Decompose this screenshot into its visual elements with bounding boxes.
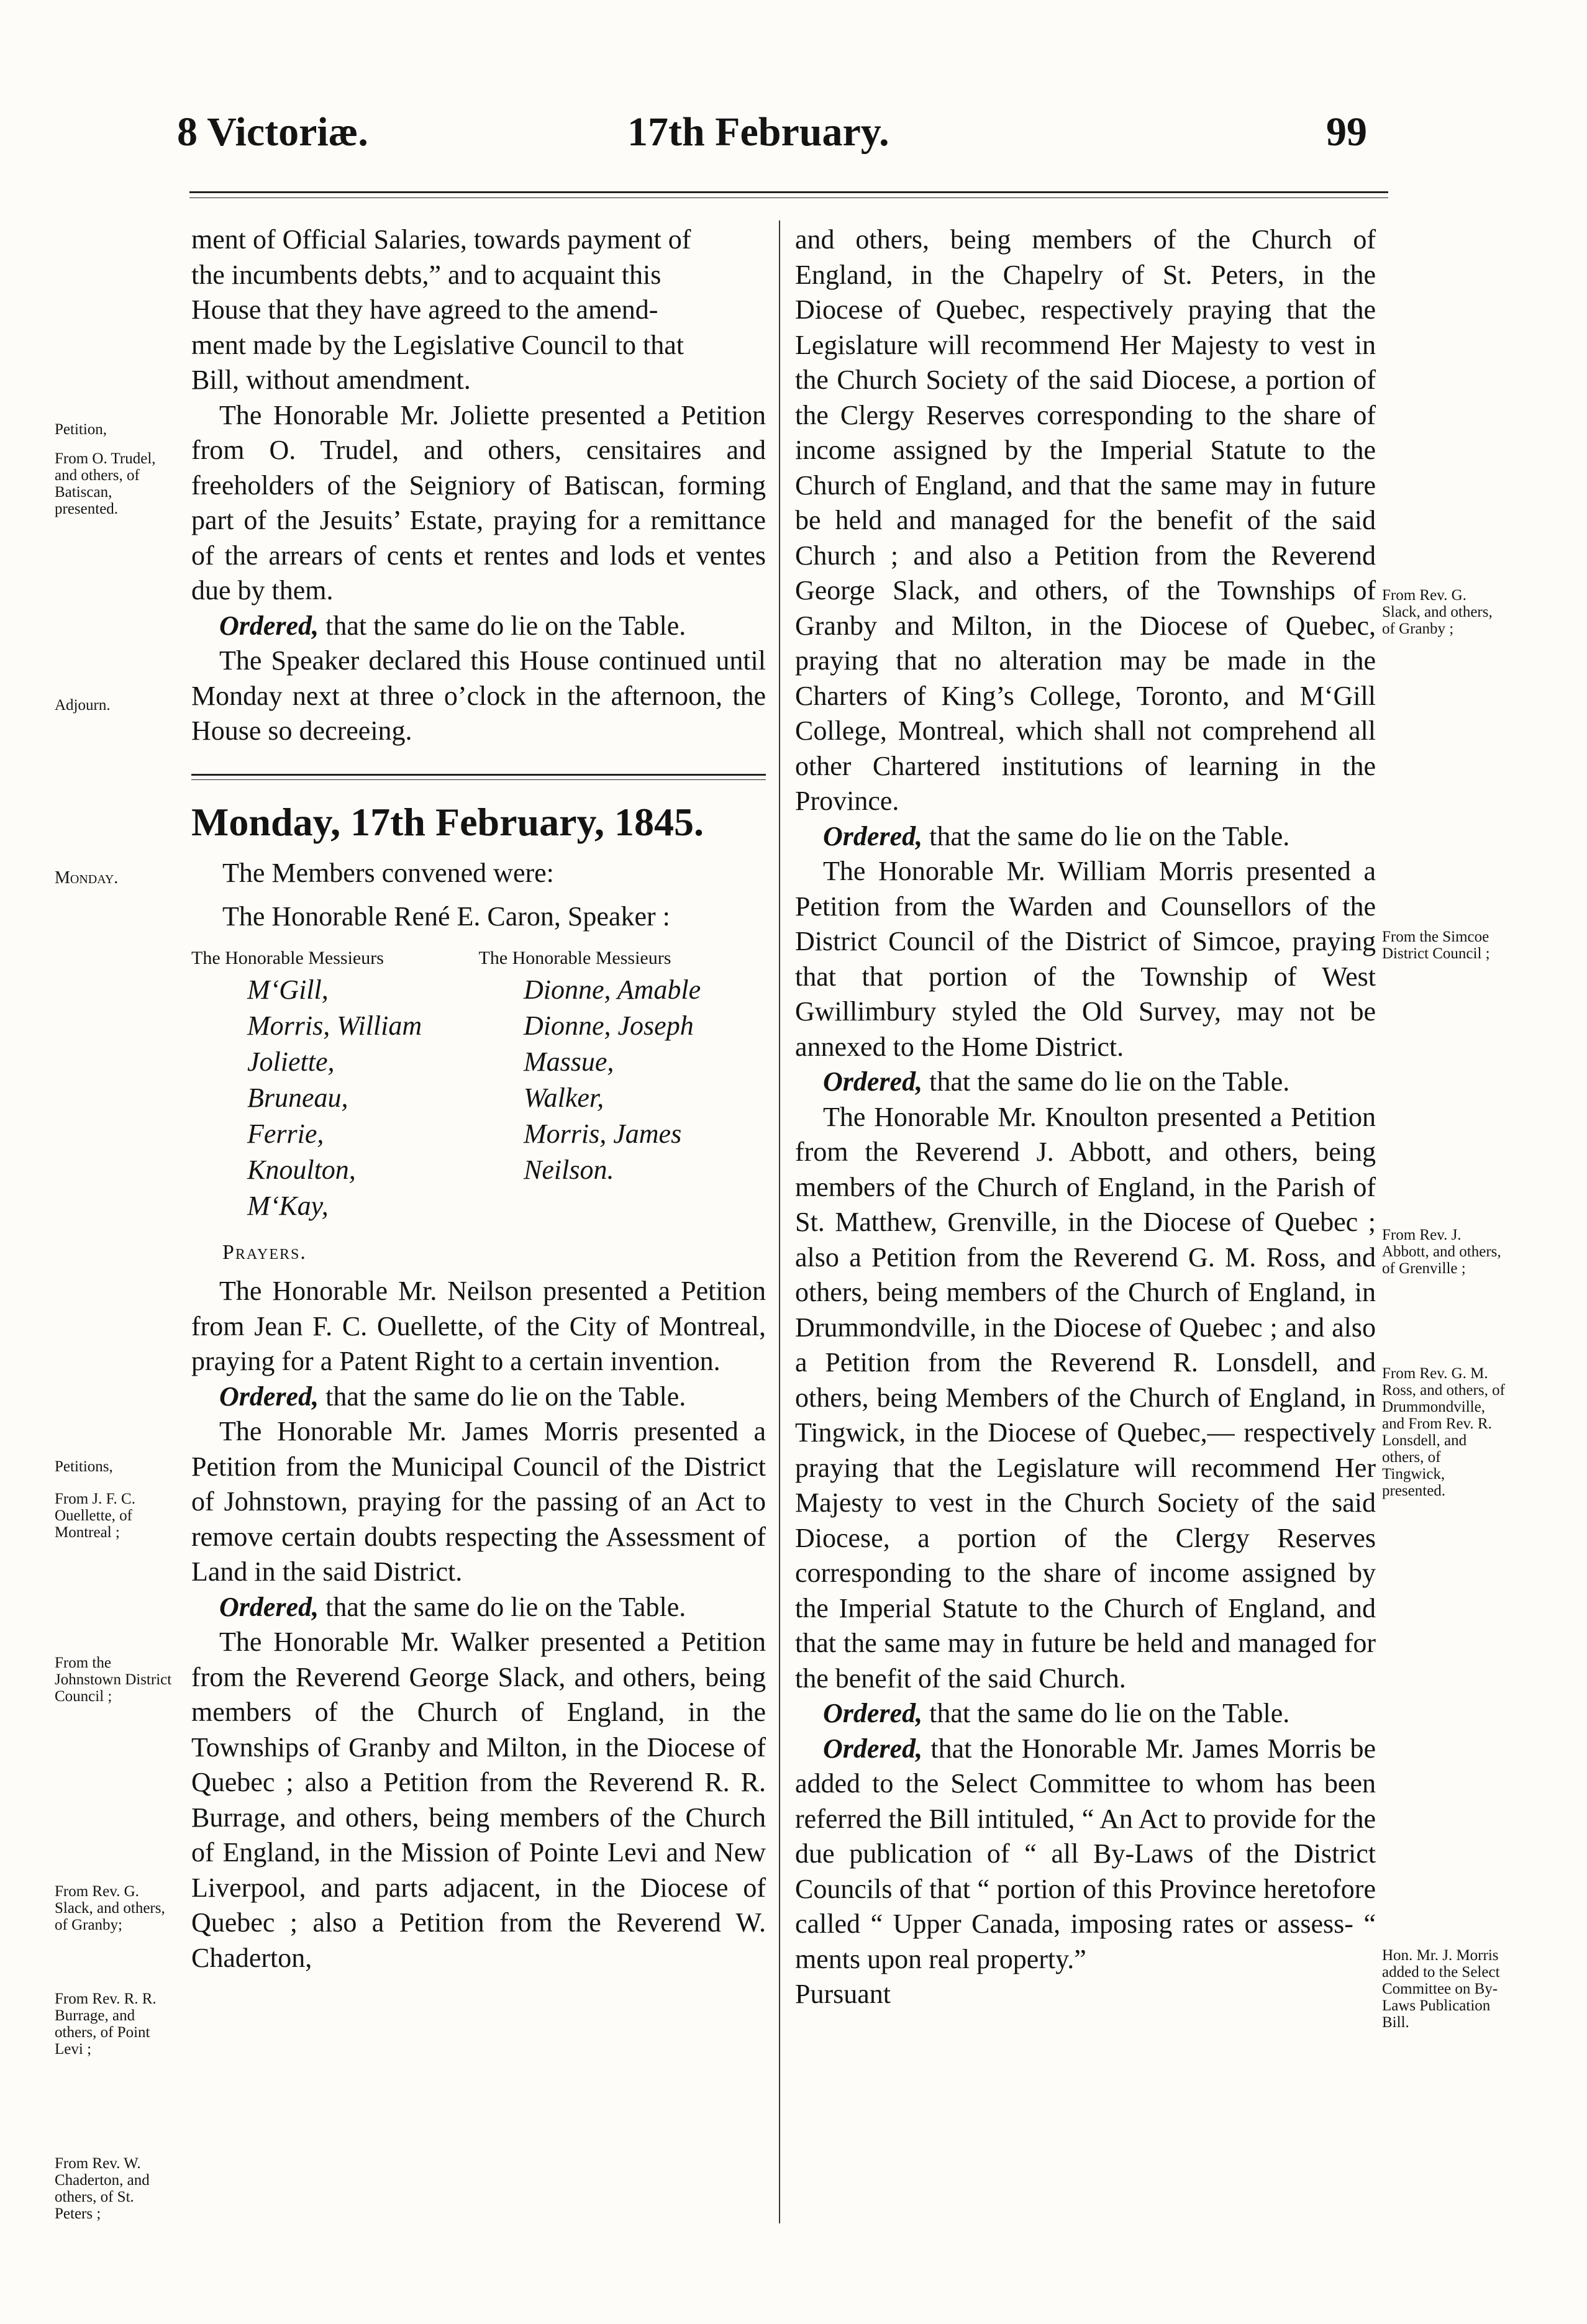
margin-note-ouellette: From J. F. C. Ouellette, of Montreal ; [55,1491,135,1541]
margin-note-simcoe: From the Simcoe District Council ; [1382,928,1490,962]
column-divider [779,220,780,2223]
catchword: Pursuant [795,1979,891,2009]
member-name: Bruneau, [247,1082,348,1113]
members-left-column [191,972,489,1224]
member-name: Joliette, [247,1046,335,1077]
margin-note-burrage: From Rev. R. R. Burrage, and others, of Point Levi ; [55,1990,157,2058]
ordered-word: Ordered, [823,820,923,851]
members-list-header [191,945,766,972]
ordered-text: that the same do lie on the Table. [325,610,686,641]
left-column [191,222,766,1976]
ordered-word: Ordered, [219,1381,319,1412]
ordered-text: that the same do lie on the Table. [325,1381,686,1412]
member-name: M‘Gill, [247,974,329,1005]
section-rule [191,774,766,776]
members-right-column [489,972,766,1224]
margin-note-trudel: From O. Trudel, and others, of Batiscan, presented. [55,450,156,517]
paragraph-james-morris-petition: The Honorable Mr. James Morris presented a Petition from the Municipal Council of the District of Johnstown, praying for the passing of an Act to remove certain doubts respecting the Assessment of Land in the said District. [191,1416,766,1587]
ordered-word: Ordered, [823,1733,923,1764]
member-name: Dionne, Joseph [524,1010,694,1041]
paragraph-william-morris-petition: The Honorable Mr. William Morris presented a Petition from the Warden and Counsellors of the District Council of the District of Simcoe, praying that that portion of the Township of West Gwillimbury styled the Old Survey, may not be annexed to the Home District. [795,856,1376,1062]
paragraph-neilson-petition: The Honorable Mr. Neilson presented a Petition from Jean F. C. Ouellette, of the City of Montreal, praying for a Patent Right to a certain invention. [191,1276,766,1376]
margin-note-ross-lonsdell: From Rev. G. M. Ross, and others, of Drummondville, and From Rev. R. Lonsdell, and others, of Tingwick, presented. [1382,1365,1505,1499]
member-name: Neilson. [524,1154,614,1185]
paragraph-walker-petition: The Honorable Mr. Walker presented a Petition from the Reverend George Slack, and others, being members of the Church of England, in the Townships of Granby and Milton, in the Diocese of Quebec ; also a Petition from the Reverend R. R. Burrage, and others, being members of the Church of England, in the Mission of Pointe Levi and New Liverpool, and parts adjacent, in the Diocese of Quebec ; also a Petition from the Reverend W. Chaderton, [191,1627,766,1973]
member-name: Walker, [524,1082,604,1113]
paragraph-adjournment: The Speaker declared this House continued until Monday next at three o’clock in the afternoon, the House so decreeing. [191,645,766,746]
text-line: House that they have agreed to the amend- [191,294,658,325]
text-line: Bill, without amendment. [191,365,471,395]
running-header [0,109,1587,165]
text-line: the incumbents debts,” and to acquaint this [191,259,662,290]
margin-note-abbott: From Rev. J. Abbott, and others, of Grenville ; [1382,1227,1501,1277]
margin-note-johnstown: From the Johnstown District Council ; [55,1654,172,1705]
ordered-word: Ordered, [823,1066,923,1097]
prayers-heading: Prayers. [222,1240,307,1264]
ordered-text: that the same do lie on the Table. [325,1591,686,1622]
member-name: Ferrie, [247,1118,324,1149]
ordered-line [795,1064,1376,1100]
member-name: Morris, William [247,1010,422,1041]
margin-note-adjourn: Adjourn. [55,697,111,714]
text-line: ment made by the Legislative Council to that [191,329,684,360]
member-name: Knoulton, [247,1154,356,1185]
margin-note-petition: Petition, [55,421,107,438]
member-name: Dionne, Amable [524,974,701,1005]
page-date: 17th February. [627,109,889,155]
ordered-text: that the same do lie on the Table. [929,820,1290,851]
margin-note-petitions: Petitions, [55,1458,113,1475]
member-name: Massue, [524,1046,614,1077]
header-rule [189,191,1388,193]
text-line: ment of Official Salaries, towards payment of [191,224,691,255]
margin-note-slack-left: From Rev. G. Slack, and others, of Granby; [55,1883,165,1933]
ordered-word: Ordered, [823,1698,923,1728]
ordered-text: that the same do lie on the Table. [929,1066,1290,1097]
regnal-year: 8 Victoriæ. [177,109,368,155]
members-list [191,972,766,1224]
messieurs-right-label: The Honorable Messieurs [478,947,671,968]
margin-note-monday: Monday. [55,868,119,887]
ordered-text: that the same do lie on the Table. [929,1698,1290,1728]
day-heading: Monday, 17th February, 1845. [191,799,704,844]
ordered-committee-line [795,1732,1376,1977]
ordered-line [191,1590,766,1625]
ordered-line [795,819,1376,855]
ordered-word: Ordered, [219,610,319,641]
member-name: Morris, James [524,1118,682,1149]
margin-note-slack-right: From Rev. G. Slack, and others, of Granby ; [1382,587,1493,637]
members-convened: The Members convened were: [222,857,554,888]
margin-note-morris-added: Hon. Mr. J. Morris added to the Select Committee on By-Laws Publication Bill. [1382,1947,1500,2031]
page-number: 99 [1326,109,1367,155]
header-rule-thin [189,197,1388,198]
member-name: M‘Kay, [247,1190,329,1221]
ordered-line [191,1379,766,1415]
speaker-line: The Honorable René E. Caron, Speaker : [222,901,670,932]
right-column [795,222,1376,2012]
paragraph-joliette-petition: The Honorable Mr. Joliette presented a Petition from O. Trudel, and others, censitaires and freeholders of the Seigniory of Batiscan, forming part of the Jesuits’ Estate, praying for a remittance of the arrears of cents et rentes and lods et ventes due by them. [191,399,766,606]
section-rule-thin [191,779,766,780]
paragraph-knoulton-petition: The Honorable Mr. Knoulton presented a Petition from the Reverend J. Abbott, and others, being members of the Church of England, in the Parish of St. Matthew, Grenville, in the Diocese of Quebec ; also a Petition from the Reverend G. M. Ross, and others, being members of the Church of England, in Drummondville, in the Diocese of Quebec ; and also a Petition from the Reverend R. Lonsdell, and others, being Members of the Church of England, in Tingwick, in the Diocese of Quebec,— respectively praying that the Legislature will recommend Her Majesty to vest in the Church Society of the said Diocese, a portion of the Clergy Reserves corresponding to the share of income assigned by the Imperial Statute to the Church of England, and that the same may in future be held and managed for the benefit of the said Church. [795,1101,1376,1694]
paragraph-continued: and others, being members of the Church of England, in the Chapelry of St. Peters, in the Diocese of Quebec, respectively praying that the Legislature will recommend Her Majesty to vest in the Church Society of the said Diocese, a portion of the Clergy Reserves corresponding to the share of income assigned by the Imperial Statute to the Church of England, and that the same may in future be held and managed for the benefit of the said Church ; and also a Petition from the Reverend George Slack, and others, of the Townships of Granby and Milton, in the Diocese of Quebec, praying that no alteration may be made in the Charters of King’s College, Toronto, and M‘Gill College, Montreal, which shall not comprehend all other Chartered institutions of learning in the Province. [795,224,1376,816]
ordered-line [191,609,766,644]
ordered-line [795,1696,1376,1732]
ordered-text: that the Honorable Mr. James Morris be added to the Select Committee to whom has been referred the Bill intituled, “ An Act to provide for the due publication of “ all By-Laws of the District Councils of that “ portion of this Province heretofore called “ Upper Canada, imposing rates or assess- “ ments upon real property.” [795,1733,1376,1974]
messieurs-left-label: The Honorable Messieurs [191,947,384,968]
margin-note-chaderton: From Rev. W. Chaderton, and others, of St. Peters ; [55,2155,150,2222]
ordered-word: Ordered, [219,1591,319,1622]
